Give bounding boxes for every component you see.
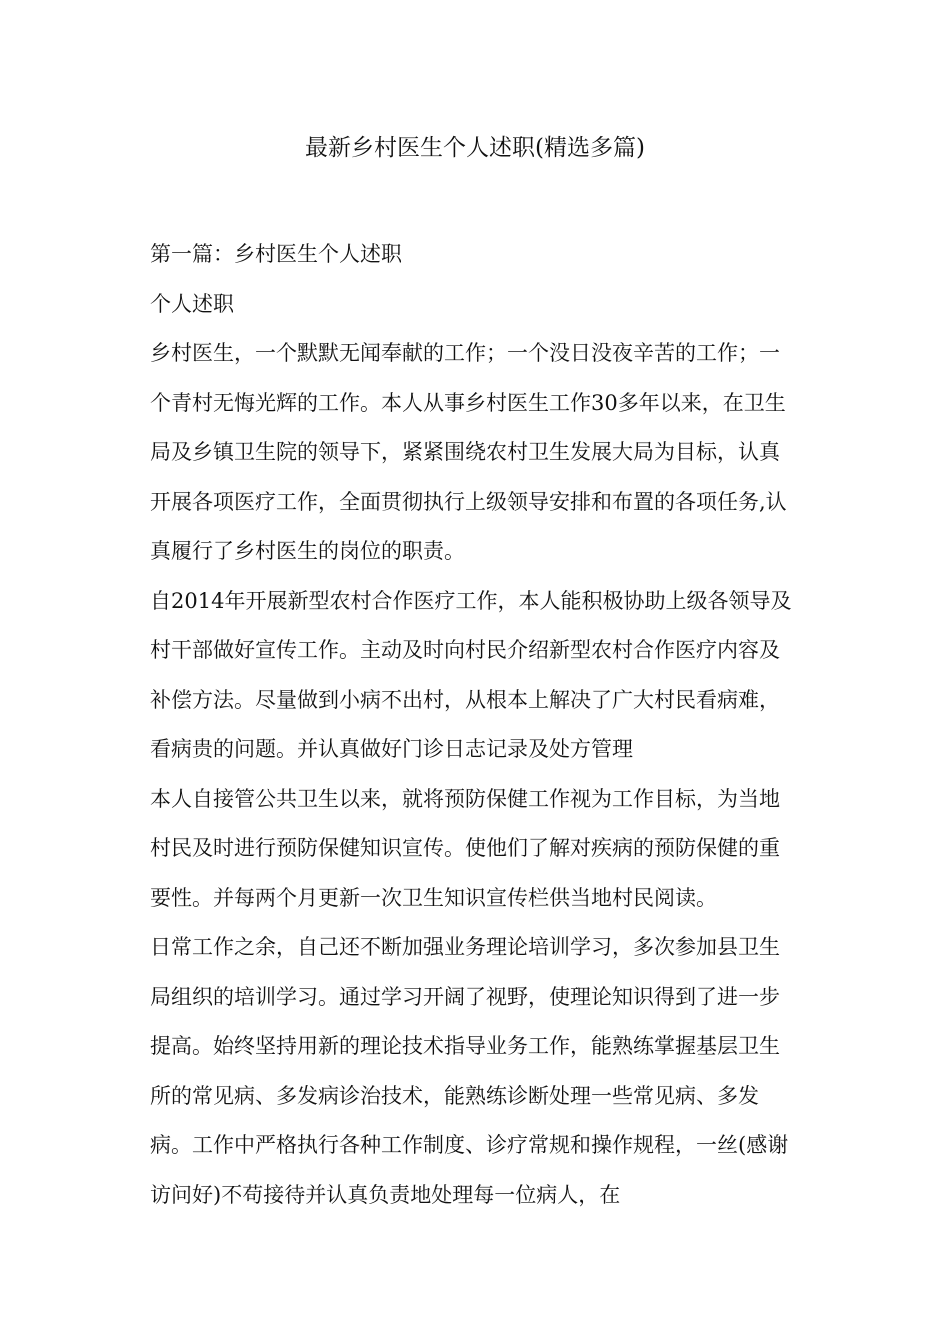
paragraph-4: 日常工作之余，自己还不断加强业务理论培训学习，多次参加县卫生局组织的培训学习。通过学习开阔了视野，使理论知识得到了进一步提高。始终坚持用新的理论技术指导业务工作，能熟练掌握基层卫生所的常见病、多发病诊治技术，能熟练诊断处理一些常见病、多发病。工作中严格执行各种工作制度、诊疗常规和操作规程，一丝(感谢访问好)不苟接待并认真负责地处理每一位病人，在 — [150, 935, 789, 1207]
document-body — [150, 230, 800, 1220]
section-heading: 第一篇：乡村医生个人述职 — [150, 242, 402, 266]
subheading: 个人述职 — [150, 291, 234, 316]
paragraph-3: 本人自接管公共卫生以来，就将预防保健工作视为工作目标，为当地村民及时进行预防保健知识宣传。使他们了解对疾病的预防保健的重要性。并每两个月更新一次卫生知识宣传栏供当地村民阅读。 — [150, 786, 780, 910]
paragraph-2: 自2014年开展新型农村合作医疗工作，本人能积极协助上级各领导及村干部做好宣传工作。主动及时向村民介绍新型农村合作医疗内容及补偿方法。尽量做到小病不出村，从根本上解决了广大村民看病难，看病贵的问题。并认真做好门诊日志记录及处方管理 — [150, 588, 792, 761]
document-title: 最新乡村医生个人述职(精选多篇) — [305, 135, 645, 161]
paragraph-1: 乡村医生，一个默默无闻奉献的工作；一个没日没夜辛苦的工作；一个青村无悔光辉的工作。本人从事乡村医生工作30多年以来，在卫生局及乡镇卫生院的领导下，紧紧围绕农村卫生发展大局为目标，认真开展各项医疗工作，全面贯彻执行上级领导安排和布置的各项任务,认真履行了乡村医生的岗位的职责。 — [150, 341, 787, 563]
